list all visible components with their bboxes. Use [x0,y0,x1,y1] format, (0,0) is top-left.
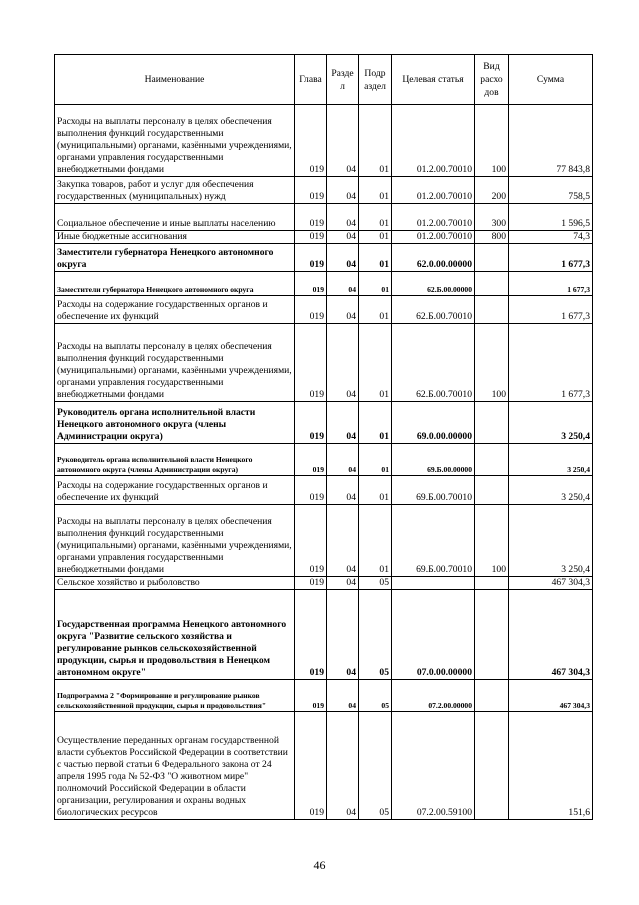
table-row [55,177,593,204]
row-name: Подпрограмма 2 "Формирование и регулирование рынков сельскохозяйственной продукции, сырья и продовольствия" [55,680,295,712]
row-glava: 019 [295,712,327,820]
row-target: 07.2.00.59100 [392,712,475,820]
row-razdel: 04 [327,476,359,505]
row-vid: 200 [475,177,509,204]
row-razdel: 04 [327,204,359,231]
table-row [55,402,593,444]
table-row [55,476,593,505]
row-sum: 3 250,4 [509,505,593,577]
header-razdel: Разде л [327,55,359,105]
row-sum: 1 677,3 [509,324,593,402]
row-razdel: 04 [327,712,359,820]
row-name: Осуществление переданных органам государственной власти субъектов Российской Федерации в соответствии с частью первой статьи 6 Федерального закона от 24 апреля 1995 года № 52-ФЗ "О животном мире" полномочий Российской Федерации в области организации, регулирования и охраны водных биологических ресурсов [55,712,295,820]
row-vid [475,272,509,296]
table-row [55,272,593,296]
row-target: 62.Б.00.00000 [392,272,475,296]
row-target: 69.Б.00.70010 [392,476,475,505]
table-row [55,244,593,272]
row-target: 07.2.00.00000 [392,680,475,712]
row-podrazdel: 01 [359,244,392,272]
row-name: Заместители губернатора Ненецкого автономного округа [55,244,295,272]
row-podrazdel: 01 [359,505,392,577]
row-vid [475,476,509,505]
row-target: 01.2.00.70010 [392,105,475,177]
row-sum: 1 677,3 [509,296,593,324]
table-row [55,505,593,577]
row-glava: 019 [295,324,327,402]
header-vid: Вид расхо дов [475,55,509,105]
row-sum: 74,3 [509,231,593,244]
row-sum: 1 677,3 [509,244,593,272]
table-row [55,680,593,712]
row-razdel: 04 [327,680,359,712]
row-podrazdel: 01 [359,324,392,402]
row-name: Социальное обеспечение и иные выплаты населению [55,204,295,231]
row-target [392,577,475,590]
row-name: Расходы на содержание государственных органов и обеспечение их функций [55,476,295,505]
row-razdel: 04 [327,231,359,244]
row-vid [475,590,509,680]
row-name: Руководитель органа исполнительной власти Ненецкого автономного округа (члены Администрации округа) [55,402,295,444]
header-target: Целевая статья [392,55,475,105]
row-name: Расходы на содержание государственных органов и обеспечение их функций [55,296,295,324]
row-glava: 019 [295,204,327,231]
row-podrazdel: 01 [359,476,392,505]
row-target: 07.0.00.00000 [392,590,475,680]
row-sum: 77 843,8 [509,105,593,177]
row-target: 62.0.00.00000 [392,244,475,272]
row-name: Заместители губернатора Ненецкого автономного округа [55,272,295,296]
row-podrazdel: 01 [359,177,392,204]
row-podrazdel: 05 [359,577,392,590]
budget-table [54,54,593,820]
row-glava: 019 [295,105,327,177]
row-glava: 019 [295,505,327,577]
row-podrazdel: 01 [359,402,392,444]
table-row [55,296,593,324]
row-podrazdel: 01 [359,105,392,177]
row-vid: 800 [475,231,509,244]
row-name: Расходы на выплаты персоналу в целях обеспечения выполнения функций государственными (муниципальными) органами, казёнными учреждениями, органами управления государственными внебюджетными фондами [55,505,295,577]
row-podrazdel: 01 [359,272,392,296]
table-row [55,590,593,680]
table-row [55,324,593,402]
header-sum: Сумма [509,55,593,105]
row-name: Государственная программа Ненецкого автономного округа "Развитие сельского хозяйства и регулирование рынков сельскохозяйственной продукции, сырья и продовольствия в Ненецком автономном округе" [55,590,295,680]
row-vid [475,577,509,590]
row-glava: 019 [295,296,327,324]
row-sum: 3 250,4 [509,444,593,476]
header-glava: Глава [295,55,327,105]
row-razdel: 04 [327,177,359,204]
row-glava: 019 [295,590,327,680]
row-sum: 151,6 [509,712,593,820]
row-sum: 3 250,4 [509,402,593,444]
row-razdel: 04 [327,244,359,272]
row-vid [475,444,509,476]
row-glava: 019 [295,244,327,272]
table-row [55,444,593,476]
row-podrazdel: 05 [359,712,392,820]
row-razdel: 04 [327,402,359,444]
row-razdel: 04 [327,577,359,590]
row-podrazdel: 05 [359,590,392,680]
row-podrazdel: 01 [359,204,392,231]
row-glava: 019 [295,177,327,204]
row-target: 01.2.00.70010 [392,231,475,244]
row-name: Расходы на выплаты персоналу в целях обеспечения выполнения функций государственными (муниципальными) органами, казёнными учреждениями, органами управления государственными внебюджетными фондами [55,324,295,402]
header-podrazdel: Подр аздел [359,55,392,105]
row-vid [475,680,509,712]
row-razdel: 04 [327,324,359,402]
row-glava: 019 [295,680,327,712]
row-target: 01.2.00.70010 [392,177,475,204]
row-name: Иные бюджетные ассигнования [55,231,295,244]
row-target: 69.Б.00.00000 [392,444,475,476]
table-row [55,105,593,177]
row-razdel: 04 [327,105,359,177]
row-vid [475,244,509,272]
row-vid: 100 [475,324,509,402]
row-name: Расходы на выплаты персоналу в целях обеспечения выполнения функций государственными (муниципальными) органами, казёнными учреждениями, органами управления государственными внебюджетными фондами [55,105,295,177]
row-target: 62.Б.00.70010 [392,296,475,324]
row-podrazdel: 01 [359,296,392,324]
row-podrazdel: 05 [359,680,392,712]
table-row [55,231,593,244]
row-target: 69.0.00.00000 [392,402,475,444]
row-podrazdel: 01 [359,444,392,476]
row-vid [475,402,509,444]
table-row [55,204,593,231]
row-razdel: 04 [327,272,359,296]
row-name: Сельское хозяйство и рыболовство [55,577,295,590]
row-sum: 467 304,3 [509,577,593,590]
row-vid: 300 [475,204,509,231]
row-sum: 1 596,5 [509,204,593,231]
table-row [55,577,593,590]
row-glava: 019 [295,231,327,244]
row-vid: 100 [475,505,509,577]
row-razdel: 04 [327,444,359,476]
row-glava: 019 [295,444,327,476]
row-glava: 019 [295,272,327,296]
row-target: 62.Б.00.70010 [392,324,475,402]
row-sum: 467 304,3 [509,680,593,712]
row-glava: 019 [295,402,327,444]
row-podrazdel: 01 [359,231,392,244]
row-razdel: 04 [327,296,359,324]
row-sum: 758,5 [509,177,593,204]
row-glava: 019 [295,476,327,505]
row-sum: 3 250,4 [509,476,593,505]
row-target: 69.Б.00.70010 [392,505,475,577]
header-name: Наименование [55,55,295,105]
row-vid: 100 [475,105,509,177]
row-glava: 019 [295,577,327,590]
row-name: Руководитель органа исполнительной власти Ненецкого автономного округа (члены Администрации округа) [55,444,295,476]
row-razdel: 04 [327,505,359,577]
row-sum: 467 304,3 [509,590,593,680]
table-row [55,712,593,820]
row-target: 01.2.00.70010 [392,204,475,231]
row-vid [475,296,509,324]
page-number: 46 [313,858,326,872]
row-vid [475,712,509,820]
row-name: Закупка товаров, работ и услуг для обеспечения государственных (муниципальных) нужд [55,177,295,204]
row-sum: 1 677,3 [509,272,593,296]
header-row [55,55,593,105]
row-razdel: 04 [327,590,359,680]
